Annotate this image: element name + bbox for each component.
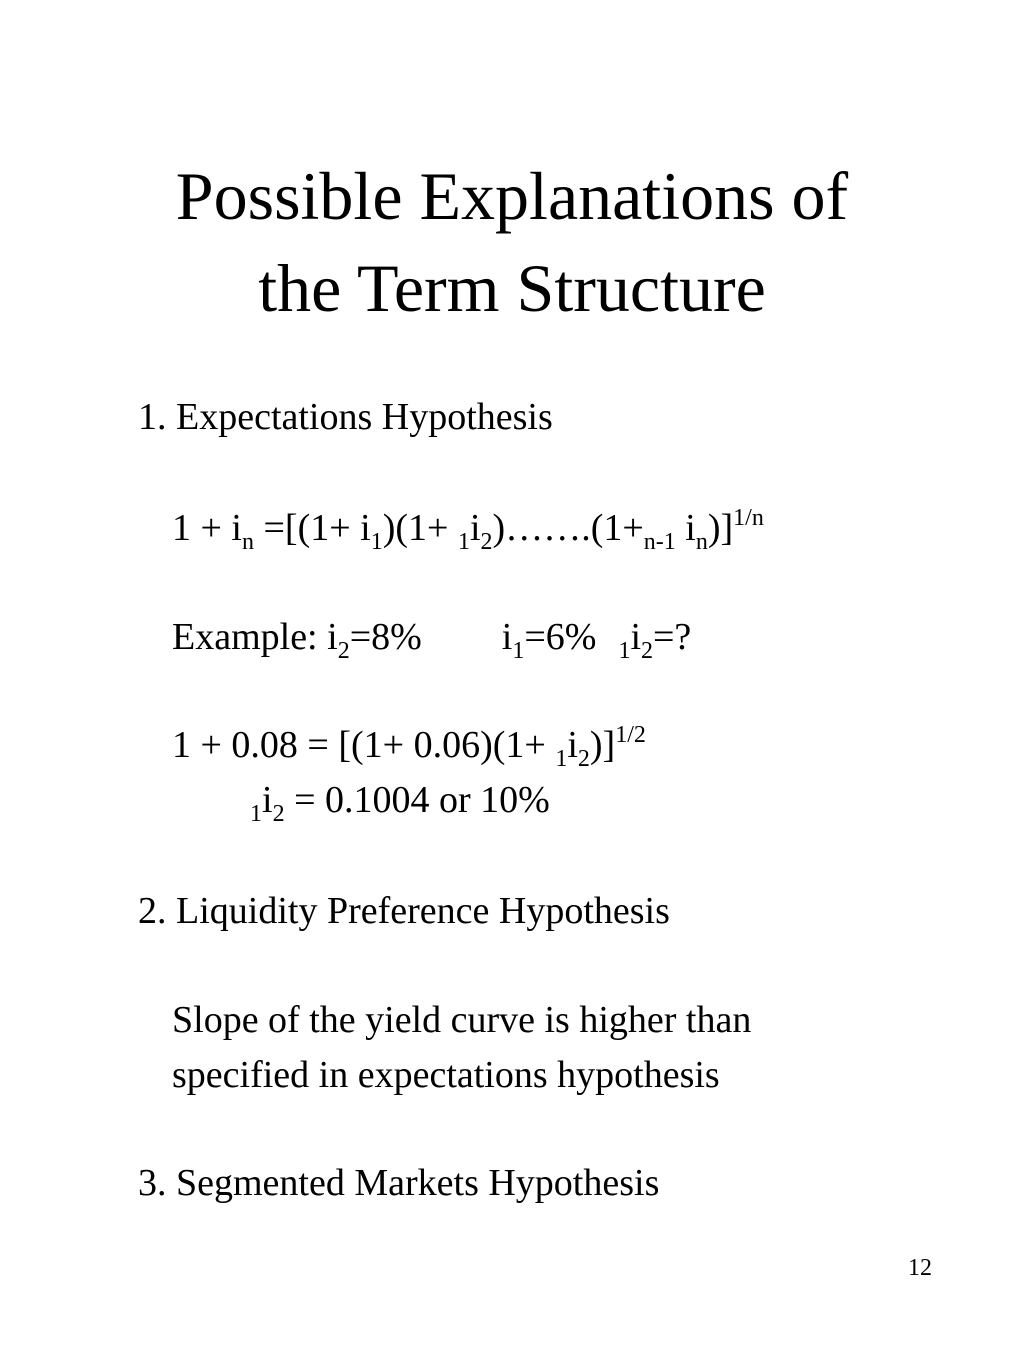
- example-part: i: [501, 616, 513, 658]
- formula-part: )]: [707, 507, 734, 549]
- example-part: =6%: [524, 616, 597, 658]
- formula-subscript: 1: [457, 529, 470, 555]
- example-subscript: 1: [512, 638, 525, 664]
- section-liquidity-preference-hypothesis: 2. Liquidity Preference Hypothesis: [138, 890, 670, 932]
- expectations-formula: [172, 505, 764, 555]
- liquidity-text-line-2: specified in expectations hypothesis: [172, 1054, 720, 1096]
- formula-part: i: [675, 507, 696, 549]
- calculation-line-1: [172, 722, 646, 772]
- page-number: 12: [908, 1255, 932, 1281]
- section-expectations-hypothesis: 1. Expectations Hypothesis: [138, 396, 553, 438]
- formula-part: 1 + i: [172, 507, 242, 549]
- formula-part: )…….(1+: [492, 507, 644, 549]
- formula-exponent: 1/n: [733, 505, 764, 531]
- example-subscript: 2: [641, 638, 653, 664]
- calc-part: = 0.1004 or 10%: [284, 779, 550, 821]
- example-line: [172, 614, 692, 664]
- calc-subscript: 2: [272, 801, 285, 827]
- formula-subscript: n: [695, 529, 708, 555]
- calc-part: i: [262, 779, 273, 821]
- liquidity-text-line-1: Slope of the yield curve is higher than: [172, 999, 752, 1041]
- formula-subscript: 2: [480, 529, 493, 555]
- formula-subscript: 1: [370, 529, 383, 555]
- calc-part: i: [567, 724, 578, 766]
- section-segmented-markets-hypothesis: 3. Segmented Markets Hypothesis: [138, 1162, 660, 1204]
- calculation-line-2: [250, 777, 550, 827]
- calc-subscript: 1: [250, 801, 262, 827]
- example-subscript: 2: [337, 638, 350, 664]
- calc-part: 1 + 0.08 = [(1+ 0.06)(1+: [172, 724, 556, 766]
- formula-subscript: n-1: [643, 529, 676, 555]
- example-part: Example: i: [172, 616, 338, 658]
- title-line-1: Possible Explanations of: [175, 158, 849, 234]
- calc-subscript: 2: [577, 746, 590, 772]
- example-part: =8%: [349, 616, 422, 658]
- slide-title: [0, 150, 1024, 334]
- calc-exponent: 1/2: [615, 722, 646, 748]
- example-part: i: [630, 616, 641, 658]
- example-subscript: 1: [618, 638, 631, 664]
- formula-part: =[(1+ i: [254, 507, 371, 549]
- example-part: =?: [653, 616, 692, 658]
- title-line-2: the Term Structure: [258, 250, 766, 326]
- calc-part: )]: [589, 724, 616, 766]
- formula-part: )(1+: [382, 507, 458, 549]
- formula-part: i: [469, 507, 481, 549]
- formula-subscript: n: [242, 529, 254, 555]
- calc-subscript: 1: [555, 746, 568, 772]
